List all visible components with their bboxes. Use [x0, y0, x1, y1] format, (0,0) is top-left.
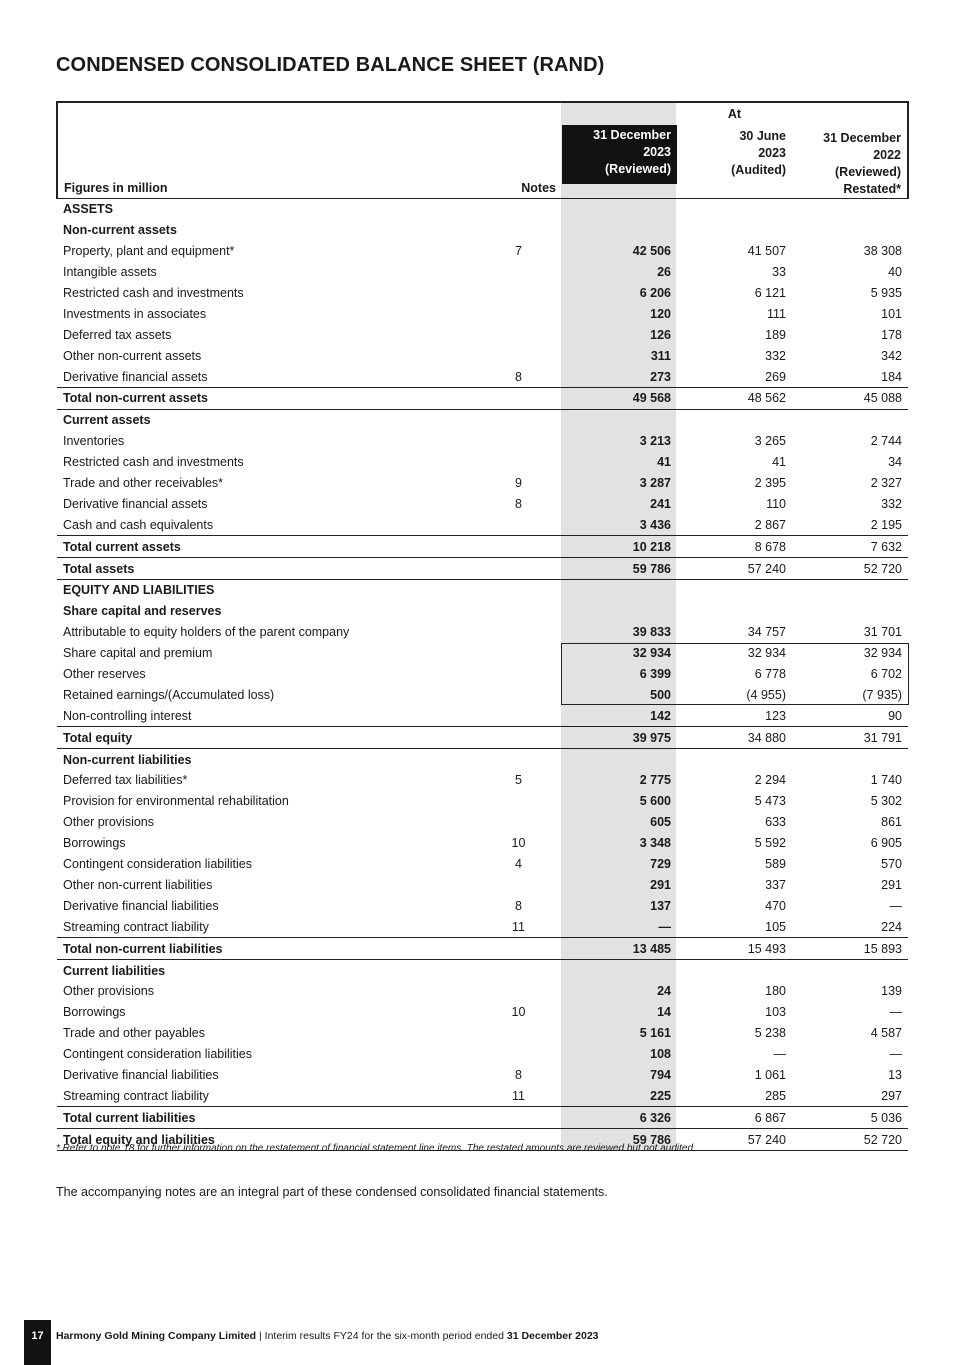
table-row — [57, 1044, 908, 1065]
row-note: 11 — [512, 919, 525, 934]
row-label: Derivative financial assets — [63, 369, 208, 384]
col-header-line: 30 June — [739, 129, 786, 143]
row-label: Current assets — [63, 413, 151, 428]
row-note — [487, 199, 562, 220]
table-row — [57, 1002, 908, 1023]
value-dec-2023: 794 — [650, 1067, 671, 1082]
row-label: Other reserves — [63, 667, 146, 682]
page-title: CONDENSED CONSOLIDATED BALANCE SHEET (RAND) — [56, 54, 605, 76]
row-label: Non-current assets — [63, 223, 177, 238]
value-jun-2023: 105 — [765, 919, 786, 934]
value-dec-2023: 137 — [650, 898, 671, 913]
value-dec-2023: 3 348 — [639, 836, 671, 851]
row-note: 8 — [515, 369, 522, 384]
value-dec-2022: 332 — [881, 496, 902, 511]
row-note: 9 — [515, 476, 522, 491]
row-note — [487, 220, 562, 241]
value-dec-2022: 5 302 — [870, 794, 902, 809]
value-dec-2022 — [792, 409, 908, 430]
row-label: Deferred tax assets — [63, 327, 172, 342]
table-row — [57, 1129, 908, 1151]
table-row — [57, 916, 908, 937]
value-dec-2023: 6 326 — [562, 1107, 677, 1129]
table-row — [57, 895, 908, 916]
value-dec-2023 — [562, 220, 677, 241]
row-label: Share capital and premium — [63, 646, 213, 661]
value-dec-2023: 39 833 — [632, 625, 671, 640]
row-note — [487, 283, 562, 304]
value-dec-2022 — [792, 960, 908, 981]
col-header-line: 31 December — [823, 131, 901, 145]
value-dec-2022: 31 791 — [792, 727, 908, 749]
table-row — [57, 981, 908, 1002]
row-note — [487, 791, 562, 812]
balance-sheet — [56, 101, 907, 1151]
value-jun-2023: 111 — [766, 306, 786, 321]
row-label: Trade and other payables — [63, 1026, 205, 1041]
row-label: Total equity — [57, 727, 487, 749]
value-dec-2023: 5 600 — [639, 794, 671, 809]
col-header-line: (Reviewed) — [605, 162, 671, 176]
value-jun-2023: 1 061 — [754, 1067, 786, 1082]
table-row — [57, 684, 908, 705]
footer-company: Harmony Gold Mining Company Limited — [56, 1330, 257, 1342]
value-jun-2023: 123 — [765, 708, 786, 723]
value-jun-2023: 103 — [765, 1005, 786, 1020]
value-jun-2023 — [677, 199, 792, 220]
value-dec-2023: 311 — [650, 348, 671, 363]
value-dec-2022: 2 195 — [870, 517, 902, 532]
value-dec-2022: 297 — [881, 1088, 902, 1103]
table-row — [57, 938, 908, 960]
value-dec-2023: 39 975 — [562, 727, 677, 749]
row-note: 10 — [511, 836, 526, 851]
table-row — [57, 727, 908, 749]
value-jun-2023: 110 — [766, 496, 786, 511]
value-jun-2023: — — [773, 1047, 786, 1062]
value-dec-2023: 42 506 — [632, 244, 671, 259]
col-header-line: (Reviewed) — [835, 165, 901, 179]
row-note — [487, 324, 562, 345]
row-label: Streaming contract liability — [63, 919, 209, 934]
row-label: Streaming contract liability — [63, 1088, 209, 1103]
row-note — [487, 812, 562, 833]
row-label: Contingent consideration liabilities — [63, 1047, 253, 1062]
row-note: 7 — [515, 244, 522, 259]
row-label: Total non-current liabilities — [57, 938, 487, 960]
table-row — [57, 431, 908, 452]
value-jun-2023 — [677, 580, 792, 601]
value-jun-2023: 285 — [765, 1088, 786, 1103]
value-dec-2023 — [562, 199, 677, 220]
value-dec-2023: 3 213 — [639, 434, 671, 449]
table-row — [57, 1065, 908, 1086]
table-row — [57, 664, 908, 685]
row-label: Intangible assets — [63, 265, 157, 280]
value-dec-2023: 225 — [650, 1088, 671, 1103]
value-dec-2023: 291 — [650, 877, 671, 892]
value-jun-2023: 269 — [765, 369, 786, 384]
row-label: Total non-current assets — [57, 388, 487, 410]
value-jun-2023: 2 395 — [754, 476, 786, 491]
row-label: Borrowings — [63, 1005, 126, 1020]
value-dec-2023: 41 — [657, 455, 671, 470]
row-note: 11 — [512, 1088, 525, 1103]
row-label: Contingent consideration liabilities — [63, 857, 253, 872]
value-dec-2022: 52 720 — [792, 1129, 908, 1151]
value-jun-2023: 5 592 — [754, 836, 786, 851]
row-note — [487, 580, 562, 601]
table-row — [57, 1107, 908, 1129]
table-row — [57, 220, 908, 241]
value-dec-2022: 38 308 — [863, 244, 902, 259]
row-label: Total assets — [57, 558, 487, 580]
row-note — [487, 1129, 562, 1151]
row-note: 4 — [515, 857, 522, 872]
value-jun-2023 — [677, 960, 792, 981]
row-label: Deferred tax liabilities* — [63, 773, 188, 788]
row-note: 8 — [515, 1067, 522, 1082]
row-label: Restricted cash and investments — [63, 286, 244, 300]
row-note — [487, 514, 562, 535]
value-jun-2023: 8 678 — [677, 536, 792, 558]
notes-header: Notes — [487, 125, 562, 199]
row-note — [487, 345, 562, 366]
row-label: Total current assets — [57, 536, 487, 558]
value-dec-2022: 40 — [888, 265, 902, 280]
row-label: Other non-current liabilities — [63, 877, 213, 892]
table-row — [57, 833, 908, 854]
col-header-line: 2023 — [758, 146, 786, 160]
row-note — [487, 643, 562, 664]
row-note — [487, 749, 562, 770]
row-note — [487, 960, 562, 981]
value-dec-2023: 3 436 — [639, 517, 671, 532]
value-dec-2023: 729 — [650, 857, 671, 872]
value-jun-2023: 32 934 — [747, 646, 786, 661]
value-dec-2023: — — [658, 919, 671, 934]
value-dec-2023: 59 786 — [562, 1129, 677, 1151]
page-number: 17 — [24, 1320, 51, 1365]
row-note — [487, 705, 562, 726]
value-dec-2023: 3 287 — [639, 476, 671, 491]
value-dec-2023: 241 — [650, 496, 671, 511]
row-note — [487, 684, 562, 705]
value-dec-2022: 6 905 — [870, 836, 902, 851]
value-dec-2023: 59 786 — [562, 558, 677, 580]
table-row — [57, 622, 908, 643]
row-label: Total equity and liabilities — [57, 1129, 487, 1151]
table-row — [57, 791, 908, 812]
value-jun-2023: 189 — [765, 327, 786, 342]
row-note: 8 — [515, 496, 522, 511]
row-note — [487, 536, 562, 558]
table-row — [57, 473, 908, 494]
value-dec-2022: 139 — [881, 984, 902, 999]
value-dec-2022: — — [889, 1005, 902, 1020]
row-label: Attributable to equity holders of the parent company — [63, 625, 350, 640]
row-label: Non-controlling interest — [63, 708, 192, 723]
value-dec-2023: 108 — [650, 1047, 671, 1062]
row-note — [487, 938, 562, 960]
table-row — [57, 283, 908, 304]
row-label: Derivative financial assets — [63, 496, 208, 511]
row-label: Other non-current assets — [63, 348, 202, 363]
value-jun-2023: 6 778 — [754, 667, 786, 682]
row-label: Borrowings — [63, 836, 126, 851]
value-dec-2023: 49 568 — [562, 388, 677, 410]
footer-separator: | — [256, 1330, 265, 1342]
footer-description: Interim results FY24 for the six-month period ended — [264, 1330, 507, 1342]
table-row — [57, 409, 908, 430]
row-label: Share capital and reserves — [63, 604, 222, 619]
table-row — [57, 1023, 908, 1044]
row-label: Restricted cash and investments — [63, 455, 244, 470]
value-jun-2023: (4 955) — [746, 687, 786, 702]
value-dec-2023: 500 — [650, 687, 671, 702]
value-dec-2022: 342 — [881, 348, 902, 363]
value-dec-2022: 570 — [881, 857, 902, 872]
value-dec-2022 — [792, 749, 908, 770]
value-dec-2022: 6 702 — [870, 667, 902, 682]
table-row — [57, 875, 908, 896]
value-dec-2023 — [562, 409, 677, 430]
value-dec-2022: — — [889, 1047, 902, 1062]
value-jun-2023: 5 238 — [754, 1026, 786, 1041]
row-note — [487, 1107, 562, 1129]
row-note — [487, 558, 562, 580]
value-dec-2022: 184 — [881, 369, 902, 384]
value-dec-2023 — [562, 960, 677, 981]
value-dec-2023: 120 — [650, 306, 671, 321]
value-dec-2023: 605 — [650, 815, 671, 830]
row-label: Provision for environmental rehabilitation — [63, 794, 289, 809]
table-row — [57, 643, 908, 664]
value-jun-2023: 6 867 — [677, 1107, 792, 1129]
row-label: Inventories — [63, 434, 125, 449]
value-jun-2023: 633 — [765, 815, 786, 830]
row-note: 8 — [515, 898, 522, 913]
value-jun-2023: 48 562 — [677, 388, 792, 410]
value-dec-2022: 224 — [881, 919, 902, 934]
value-dec-2023: 2 775 — [639, 773, 671, 788]
value-jun-2023: 2 294 — [754, 773, 786, 788]
row-note — [487, 1044, 562, 1065]
table-row — [57, 854, 908, 875]
at-header: At — [727, 107, 742, 121]
table-row — [57, 514, 908, 535]
col-header-line: 2022 — [873, 148, 901, 162]
value-dec-2023: 142 — [650, 708, 671, 723]
value-dec-2023: 126 — [650, 327, 671, 342]
row-note — [487, 727, 562, 749]
row-label: ASSETS — [63, 202, 114, 217]
value-jun-2023 — [677, 749, 792, 770]
value-jun-2023: 15 493 — [677, 938, 792, 960]
row-label: Current liabilities — [63, 963, 166, 978]
value-dec-2022 — [792, 601, 908, 622]
row-label: Total current liabilities — [57, 1107, 487, 1129]
page-footer — [24, 1320, 944, 1365]
row-note — [487, 409, 562, 430]
value-jun-2023 — [677, 220, 792, 241]
value-jun-2023: 180 — [765, 984, 786, 999]
table-row — [57, 345, 908, 366]
value-dec-2023 — [562, 601, 677, 622]
value-dec-2023 — [562, 580, 677, 601]
value-dec-2022 — [792, 220, 908, 241]
value-dec-2023: 14 — [657, 1005, 671, 1020]
table-row — [57, 960, 908, 981]
row-note — [487, 388, 562, 410]
value-jun-2023: 33 — [772, 265, 786, 280]
row-note — [487, 875, 562, 896]
value-dec-2022: 45 088 — [792, 388, 908, 410]
value-jun-2023: 3 265 — [754, 434, 786, 449]
value-jun-2023: 57 240 — [677, 558, 792, 580]
value-dec-2023: 26 — [657, 265, 671, 280]
row-note — [487, 431, 562, 452]
value-dec-2022: 2 327 — [870, 476, 902, 491]
value-dec-2023: 32 934 — [632, 646, 671, 661]
row-note — [487, 452, 562, 473]
row-label: Other provisions — [63, 815, 155, 830]
value-dec-2022: 101 — [881, 306, 902, 321]
balance-sheet-table — [56, 101, 909, 1151]
row-note — [487, 981, 562, 1002]
value-dec-2022: 861 — [881, 815, 902, 830]
table-row — [57, 303, 908, 324]
value-jun-2023: 57 240 — [677, 1129, 792, 1151]
value-dec-2022 — [792, 199, 908, 220]
accompanying-notes-text: The accompanying notes are an integral part of these condensed consolidated financial statements. — [56, 1185, 608, 1199]
table-row — [57, 601, 908, 622]
row-note: 10 — [511, 1005, 526, 1020]
value-dec-2022: 31 701 — [863, 625, 902, 640]
value-jun-2023: 337 — [765, 877, 786, 892]
row-label: EQUITY AND LIABILITIES — [63, 583, 215, 598]
row-label: Retained earnings/(Accumulated loss) — [63, 687, 275, 702]
table-row — [57, 580, 908, 601]
table-row — [57, 262, 908, 283]
row-label: Trade and other receivables* — [63, 476, 224, 491]
value-jun-2023 — [677, 601, 792, 622]
value-dec-2022: 15 893 — [792, 938, 908, 960]
col-header-dec-2023 — [562, 125, 677, 199]
value-dec-2022: 13 — [888, 1067, 902, 1082]
table-row — [57, 558, 908, 580]
row-note — [487, 1023, 562, 1044]
row-label: Property, plant and equipment* — [63, 244, 235, 259]
table-row — [57, 199, 908, 220]
value-dec-2022: 34 — [888, 455, 902, 470]
row-label: Other provisions — [63, 984, 155, 999]
col-header-dec-2022 — [792, 125, 908, 199]
footer-text — [56, 1330, 599, 1342]
col-header-line: 31 December — [593, 128, 671, 142]
value-dec-2022: 5 036 — [792, 1107, 908, 1129]
row-note — [487, 601, 562, 622]
value-dec-2023 — [562, 749, 677, 770]
table-row — [57, 749, 908, 770]
value-dec-2022: (7 935) — [862, 687, 902, 702]
row-note — [487, 303, 562, 324]
col-header-jun-2023 — [677, 125, 792, 199]
value-jun-2023: 332 — [765, 348, 786, 363]
value-dec-2023: 5 161 — [639, 1026, 671, 1041]
col-header-line: Restated* — [843, 182, 901, 196]
col-header-line: 2023 — [643, 145, 671, 159]
value-dec-2022: 90 — [888, 708, 902, 723]
table-row — [57, 536, 908, 558]
table-row — [57, 324, 908, 345]
value-dec-2022: 291 — [881, 877, 902, 892]
value-dec-2022: 7 632 — [792, 536, 908, 558]
value-dec-2023: 10 218 — [562, 536, 677, 558]
value-jun-2023: 2 867 — [754, 517, 786, 532]
col-header-line: (Audited) — [731, 163, 786, 177]
table-row — [57, 1085, 908, 1106]
value-jun-2023: 41 507 — [747, 244, 786, 259]
value-jun-2023: 34 757 — [747, 625, 786, 640]
value-jun-2023: 589 — [765, 857, 786, 872]
table-row — [57, 366, 908, 387]
value-jun-2023 — [677, 409, 792, 430]
value-jun-2023: 34 880 — [677, 727, 792, 749]
value-jun-2023: 470 — [765, 898, 786, 913]
value-jun-2023: 41 — [772, 455, 786, 470]
value-dec-2023: 13 485 — [562, 938, 677, 960]
value-dec-2022: 1 740 — [870, 773, 902, 788]
value-dec-2022: 4 587 — [870, 1026, 902, 1041]
value-dec-2023: 273 — [650, 369, 671, 384]
row-label: Cash and cash equivalents — [63, 517, 214, 532]
value-jun-2023: 6 121 — [754, 286, 786, 300]
value-dec-2022: 5 935 — [870, 286, 902, 300]
row-label: Derivative financial liabilities — [63, 898, 219, 913]
row-note — [487, 622, 562, 643]
row-note: 5 — [515, 773, 522, 788]
value-dec-2022: 32 934 — [863, 646, 902, 661]
row-note — [487, 664, 562, 685]
table-row — [57, 770, 908, 791]
value-dec-2023: 6 399 — [639, 667, 671, 682]
value-dec-2022: 178 — [881, 327, 902, 342]
table-row — [57, 241, 908, 262]
table-row — [57, 705, 908, 726]
table-row — [57, 493, 908, 514]
table-row — [57, 812, 908, 833]
restatement-footnote: * Refer to note 18 for further information on the restatement of financial statement line items. The restated amounts are reviewed but not audited. — [56, 1143, 696, 1154]
value-dec-2022 — [792, 580, 908, 601]
value-dec-2023: 6 206 — [639, 286, 671, 300]
value-dec-2023: 24 — [657, 984, 671, 999]
footer-period: 31 December 2023 — [506, 1330, 599, 1342]
value-jun-2023: 5 473 — [754, 794, 786, 809]
figures-label: Figures in million — [57, 125, 487, 199]
value-dec-2022: 2 744 — [870, 434, 902, 449]
row-label: Investments in associates — [63, 306, 207, 321]
row-label: Derivative financial liabilities — [63, 1067, 219, 1082]
table-row — [57, 388, 908, 410]
table-row — [57, 452, 908, 473]
value-dec-2022: — — [889, 898, 902, 913]
row-note — [487, 262, 562, 283]
row-label: Non-current liabilities — [63, 752, 192, 767]
value-dec-2022: 52 720 — [792, 558, 908, 580]
